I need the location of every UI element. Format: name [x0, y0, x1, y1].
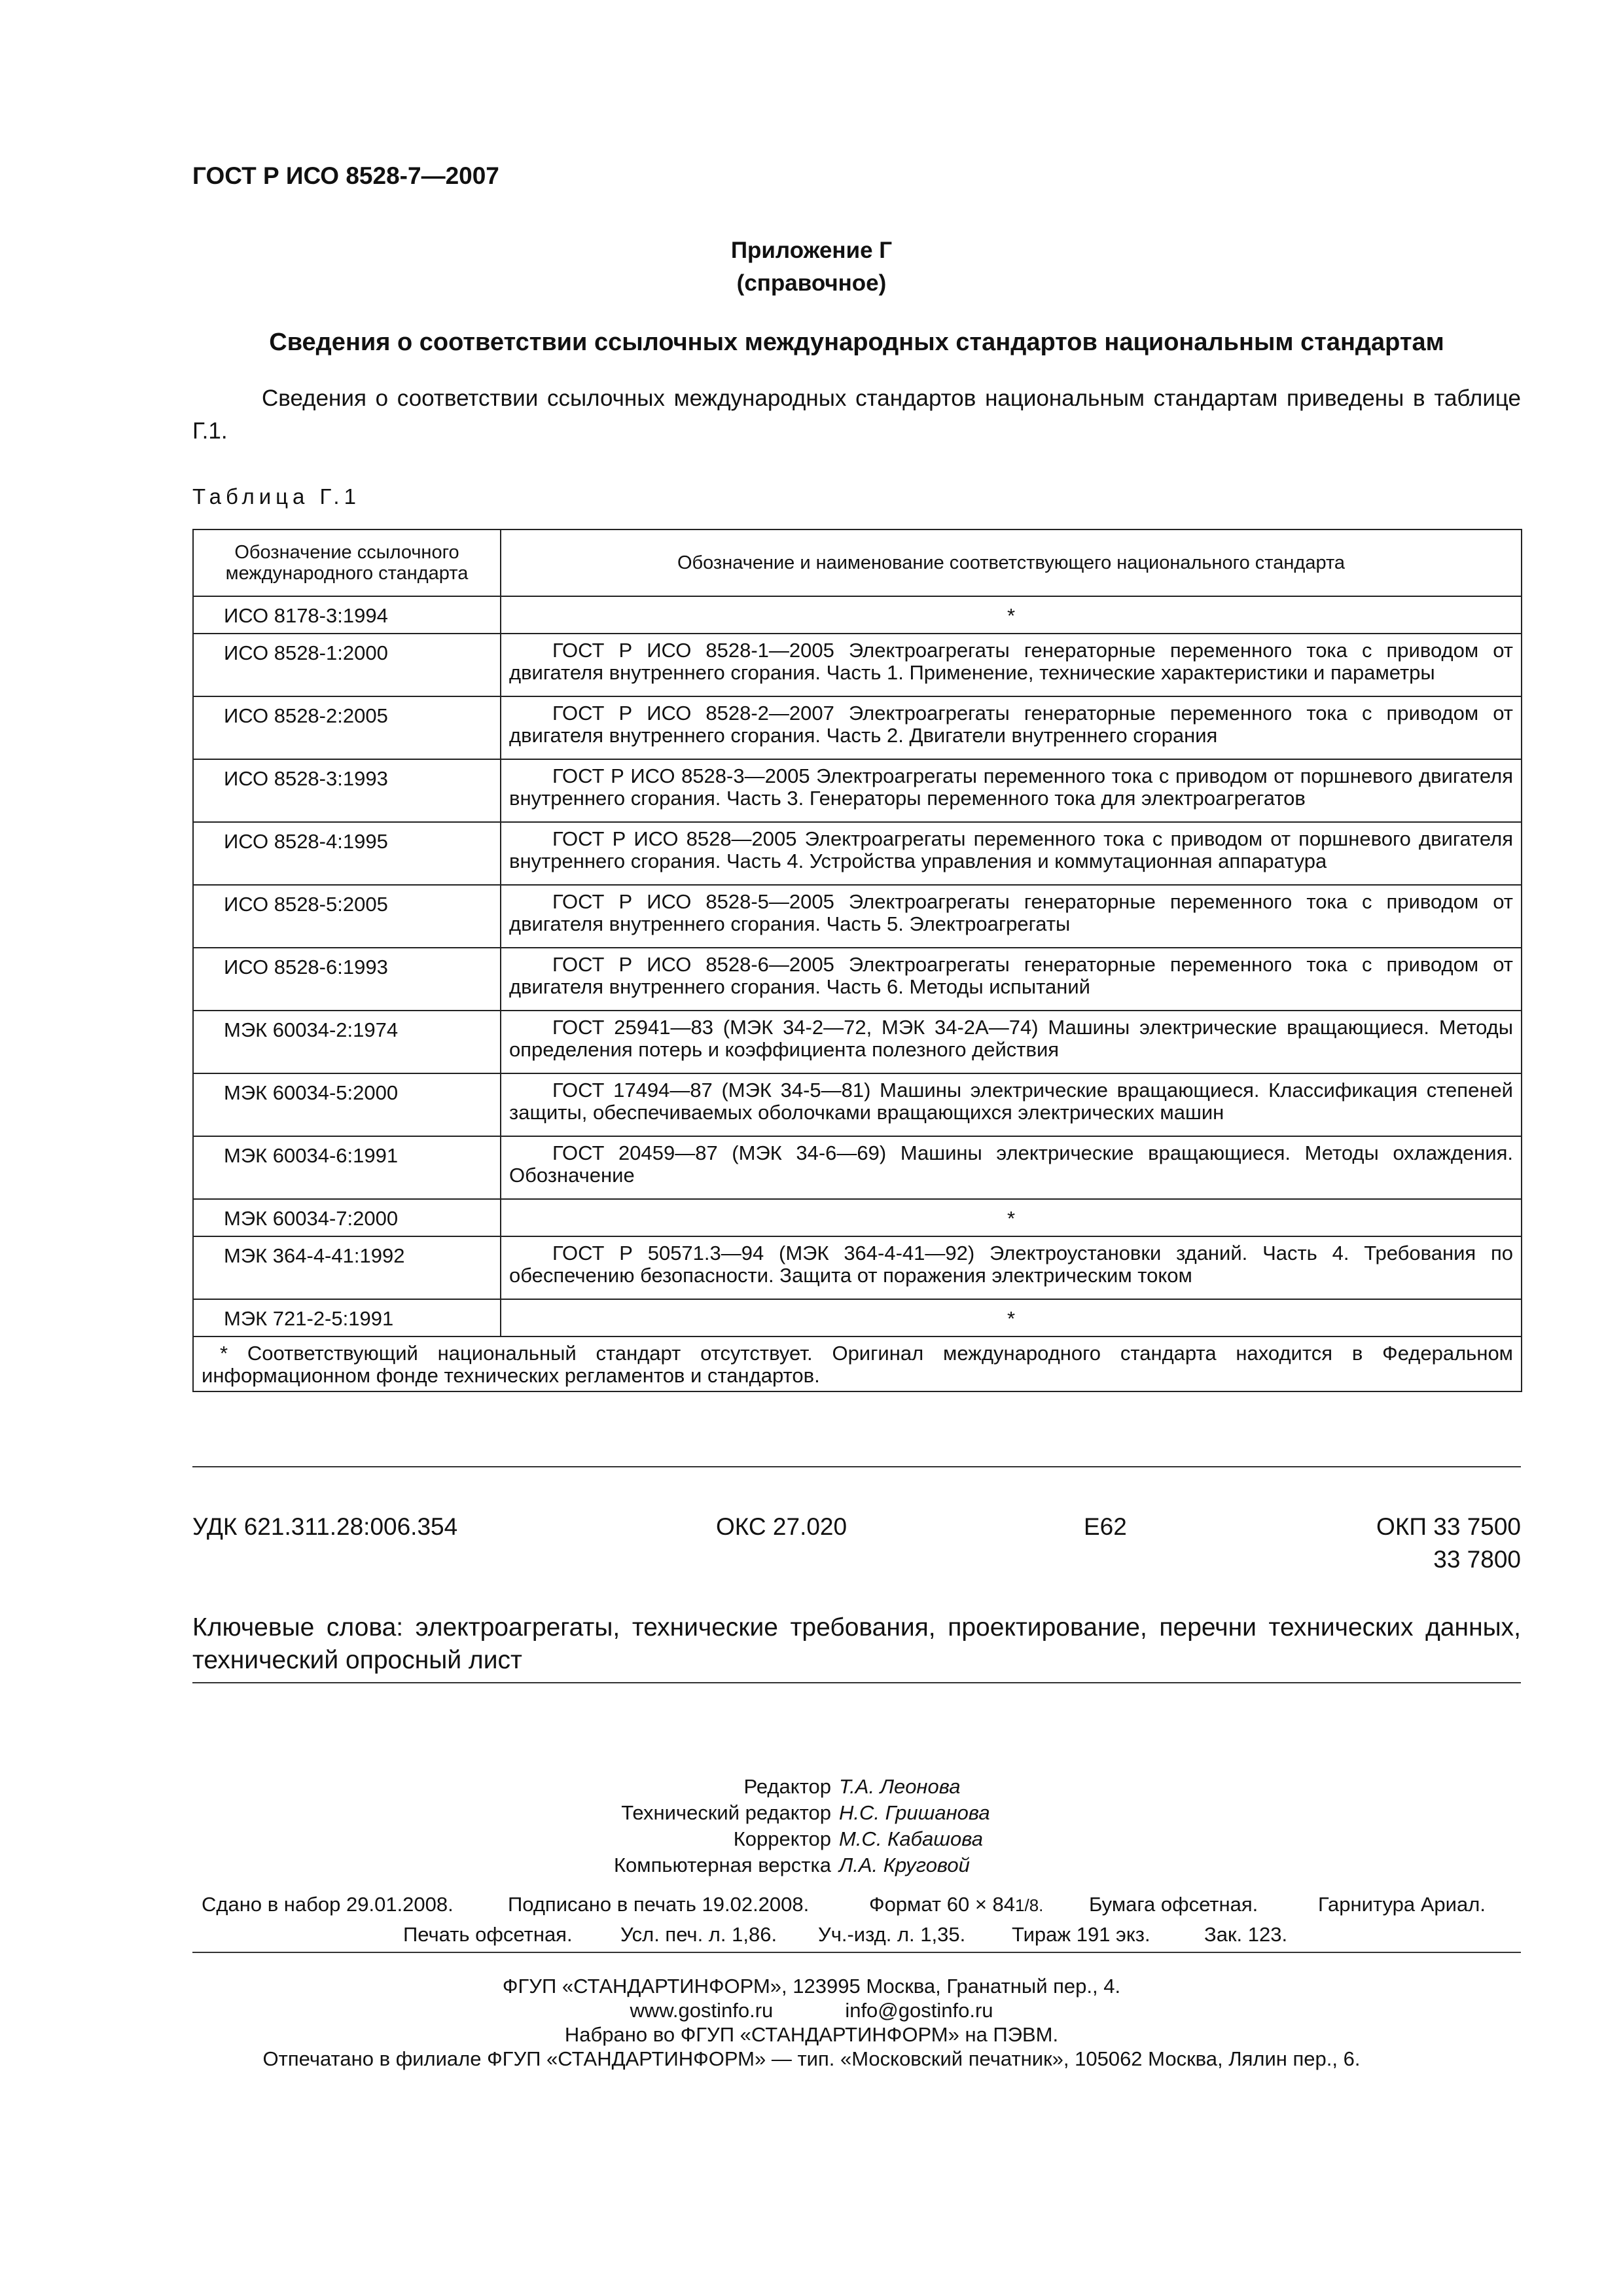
publisher-address: ФГУП «СТАНДАРТИНФОРМ», 123995 Москва, Гранатный пер., 4. [502, 1975, 1121, 1998]
divider [192, 1682, 1521, 1683]
credit-role: Корректор [733, 1827, 831, 1850]
national-cell: * [501, 596, 1522, 634]
table-row [193, 1073, 1522, 1136]
ref-cell: МЭК 364-4-41:1992 [193, 1236, 501, 1299]
ref-cell: ИСО 8528-5:2005 [193, 885, 501, 948]
credit-name: Н.С. Гришанова [839, 1801, 990, 1824]
typeface: Гарнитура Ариал. [1318, 1893, 1486, 1916]
national-cell: ГОСТ 20459—87 (МЭК 34-6—69) Машины электрические вращающиеся. Методы охлаждения. Обозначение [501, 1136, 1522, 1199]
publisher-email-link[interactable]: info@gostinfo.ru [845, 1999, 993, 2022]
table-row [193, 822, 1522, 885]
sent-date: Сдано в набор 29.01.2008. [202, 1893, 454, 1916]
table-row [193, 885, 1522, 948]
appendix-title: Приложение Г [730, 238, 893, 263]
section-title: Сведения о соответствии ссылочных международных стандартов национальным стандартам [269, 329, 1444, 356]
ref-cell: МЭК 721-2-5:1991 [193, 1299, 501, 1336]
appendix-heading [0, 234, 1623, 300]
table-row [193, 596, 1522, 634]
appendix-kind: (справочное) [736, 270, 887, 296]
group-code: Е62 [1084, 1513, 1127, 1540]
credit-name: Л.А. Круговой [839, 1854, 970, 1876]
ref-cell: МЭК 60034-6:1991 [193, 1136, 501, 1199]
national-cell: * [501, 1199, 1522, 1236]
header-national-standard: Обозначение и наименование соответствующего национального стандарта [501, 529, 1522, 596]
credit-role: Технический редактор [621, 1801, 831, 1824]
table-row [193, 1011, 1522, 1073]
national-cell: ГОСТ Р ИСО 8528-2—2007 Электроагрегаты генераторные переменного тока с приводом от двигателя внутреннего сгорания. Часть 2. Двигатели внутреннего сгорания [501, 696, 1522, 759]
national-cell: ГОСТ Р ИСО 8528-3—2005 Электроагрегаты переменного тока с приводом от поршневого двигателя внутреннего сгорания. Часть 3. Генераторы переменного тока для электроагрегатов [501, 759, 1522, 822]
publisher-info [0, 1974, 1623, 2071]
table-footnote-row [193, 1336, 1522, 1391]
national-cell: ГОСТ Р 50571.3—94 (МЭК 364-4-41—92) Электроустановки зданий. Часть 4. Требования по обеспечению безопасности. Защита от поражения электрическим током [501, 1236, 1522, 1299]
ref-cell: ИСО 8528-6:1993 [193, 948, 501, 1011]
printed-note: Отпечатано в филиале ФГУП «СТАНДАРТИНФОРМ» — тип. «Московский печатник», 105062 Москва, Лялин пер., 6. [262, 2047, 1361, 2070]
credit-name: М.С. Кабашова [839, 1827, 983, 1850]
national-cell: ГОСТ Р ИСО 8528-1—2005 Электроагрегаты генераторные переменного тока с приводом от двигателя внутреннего сгорания. Часть 1. Применение, технические характеристики и параметры [501, 634, 1522, 696]
edit-sheets: Уч.-изд. л. 1,35. [818, 1923, 966, 1946]
divider [192, 1466, 1521, 1467]
table-header-row [193, 529, 1522, 596]
print-method: Печать офсетная. [403, 1923, 573, 1946]
header-international-ref: Обозначение ссылочного международного стандарта [193, 529, 501, 596]
table-row [193, 1199, 1522, 1236]
national-cell: ГОСТ Р ИСО 8528-5—2005 Электроагрегаты генераторные переменного тока с приводом от двигателя внутреннего сгорания. Часть 5. Электроагрегаты [501, 885, 1522, 948]
credit-line [0, 1774, 1623, 1800]
credit-line [0, 1852, 1623, 1878]
order-number: Зак. 123. [1204, 1923, 1288, 1946]
credit-line [0, 1800, 1623, 1826]
credit-role: Компьютерная верстка [614, 1854, 831, 1876]
intro-paragraph: Сведения о соответствии ссылочных международных стандартов национальным стандартам приведены в таблице Г.1. [192, 386, 1521, 444]
okp-code-1: ОКП 33 7500 [1376, 1513, 1521, 1540]
national-cell: ГОСТ Р ИСО 8528—2005 Электроагрегаты переменного тока с приводом от поршневого двигателя внутреннего сгорания. Часть 4. Устройства управления и коммутационная аппаратура [501, 822, 1522, 885]
table-row [193, 634, 1522, 696]
table-row [193, 948, 1522, 1011]
national-cell: ГОСТ 25941—83 (МЭК 34-2—72, МЭК 34-2А—74) Машины электрические вращающиеся. Методы определения потерь и коэффициента полезного действия [501, 1011, 1522, 1073]
national-cell: * [501, 1299, 1522, 1336]
okp-codes [1243, 1511, 1521, 1576]
signed-date: Подписано в печать 19.02.2008. [508, 1893, 810, 1916]
divider [192, 1952, 1521, 1953]
ref-cell: МЭК 60034-2:1974 [193, 1011, 501, 1073]
udk-code: УДК 621.311.28:006.354 [192, 1513, 458, 1540]
ref-cell: ИСО 8528-3:1993 [193, 759, 501, 822]
ref-cell: ИСО 8528-1:2000 [193, 634, 501, 696]
credit-role: Редактор [743, 1775, 831, 1798]
document-code: ГОСТ Р ИСО 8528-7—2007 [192, 162, 499, 189]
ref-cell: МЭК 60034-7:2000 [193, 1199, 501, 1236]
table-caption: Таблица Г.1 [192, 484, 361, 509]
print-sheets: Усл. печ. л. 1,86. [620, 1923, 777, 1946]
print-run: Тираж 191 экз. [1012, 1923, 1150, 1946]
keywords: Ключевые слова: электроагрегаты, технические требования, проектирование, перечни технических данных, технический опросный лист [192, 1613, 1521, 1674]
typeset-note: Набрано во ФГУП «СТАНДАРТИНФОРМ» на ПЭВМ. [564, 2023, 1059, 2046]
table-row [193, 1236, 1522, 1299]
national-cell: ГОСТ Р ИСО 8528-6—2005 Электроагрегаты генераторные переменного тока с приводом от двигателя внутреннего сгорания. Часть 6. Методы испытаний [501, 948, 1522, 1011]
paper: Бумага офсетная. [1089, 1893, 1258, 1916]
oks-code: ОКС 27.020 [716, 1513, 847, 1540]
ref-cell: ИСО 8528-2:2005 [193, 696, 501, 759]
credits [0, 1774, 1623, 1878]
publisher-site-link[interactable]: www.gostinfo.ru [630, 1999, 774, 2022]
format: Формат 60 × 841/8. [869, 1893, 1044, 1916]
ref-cell: ИСО 8178-3:1994 [193, 596, 501, 634]
format-fraction: 1/8. [1015, 1895, 1044, 1915]
table-row [193, 759, 1522, 822]
credit-line [0, 1826, 1623, 1852]
credit-name: Т.А. Леонова [839, 1775, 961, 1798]
ref-cell: ИСО 8528-4:1995 [193, 822, 501, 885]
national-cell: ГОСТ 17494—87 (МЭК 34-5—81) Машины электрические вращающиеся. Классификация степеней защиты, обеспечиваемых оболочками вращающихся электрических машин [501, 1073, 1522, 1136]
publisher-contacts [0, 1998, 1623, 2022]
table-row [193, 696, 1522, 759]
standards-table [192, 529, 1522, 1392]
table-row [193, 1299, 1522, 1336]
okp-code-2: 33 7800 [1433, 1546, 1521, 1573]
table-footnote: * Соответствующий национальный стандарт отсутствует. Оригинал международного стандарта находится в Федеральном информационном фонде технических регламентов и стандартов. [193, 1336, 1522, 1391]
table-row [193, 1136, 1522, 1199]
ref-cell: МЭК 60034-5:2000 [193, 1073, 501, 1136]
